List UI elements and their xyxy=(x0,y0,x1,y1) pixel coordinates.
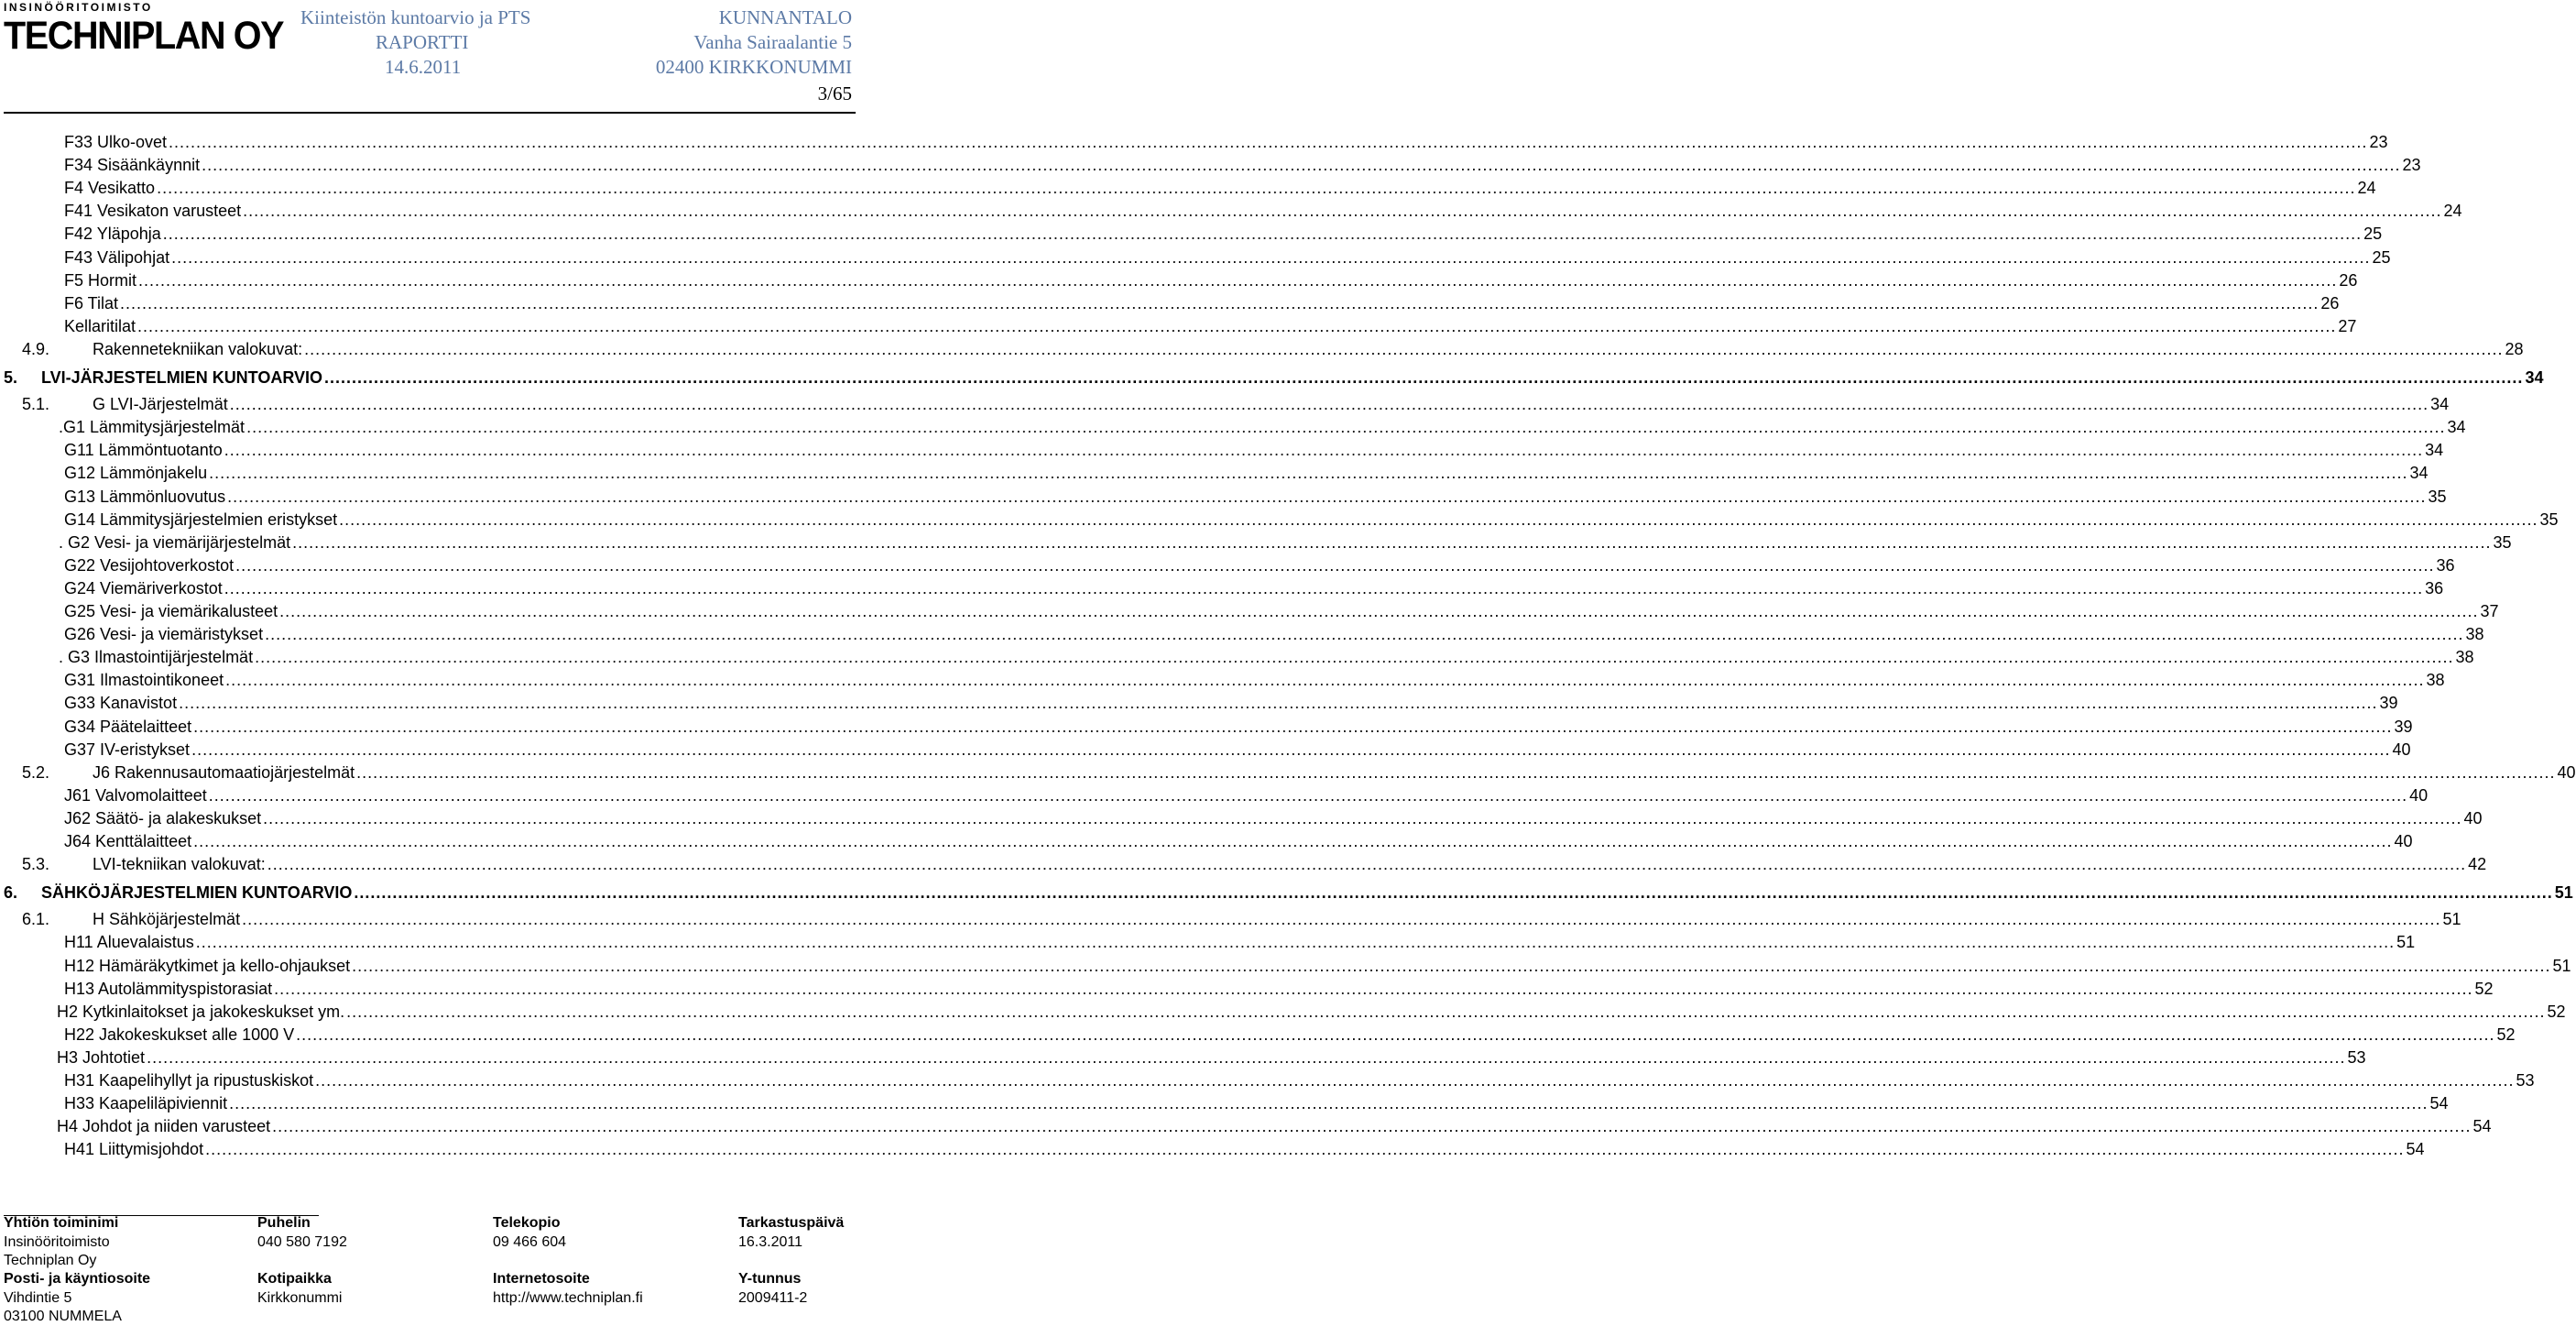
toc-leader-dots: ................................................................................................................................................................................................................................................................................................................................................................................................................ xyxy=(324,368,2524,387)
toc-entry[interactable] xyxy=(0,130,2388,154)
toc-entry[interactable] xyxy=(0,314,2357,338)
toc-leader-dots: ................................................................................................................................................................................................................................................................................................................................................................................................................ xyxy=(227,487,2427,506)
toc-leader-dots: ................................................................................................................................................................................................................................................................................................................................................................................................................ xyxy=(356,762,2556,782)
toc-entry-number: 4.9. xyxy=(22,339,50,358)
footer-home: Kirkkonummi xyxy=(257,1290,343,1306)
toc-leader-dots: ................................................................................................................................................................................................................................................................................................................................................................................................................ xyxy=(354,883,2553,903)
toc-entry[interactable] xyxy=(0,715,2413,739)
footer-company-heading: Yhtiön toiminimi xyxy=(4,1215,119,1231)
toc-leader-dots: ................................................................................................................................................................................................................................................................................................................................................................................................................ xyxy=(162,225,2363,244)
toc-leader-dots: ................................................................................................................................................................................................................................................................................................................................................................................................................ xyxy=(229,395,2429,414)
toc-entry-page: 25 xyxy=(2372,247,2391,267)
toc-leader-dots: ................................................................................................................................................................................................................................................................................................................................................................................................................ xyxy=(265,625,2464,644)
toc-entry-label: J6 Rakennusautomaatiojärjestelmät xyxy=(93,762,355,782)
toc-leader-dots: ................................................................................................................................................................................................................................................................................................................................................................................................................ xyxy=(352,956,2551,975)
doc-title: Kiinteistön kuntoarvio ja PTS xyxy=(300,6,531,28)
toc-entry[interactable] xyxy=(0,645,2474,669)
footer-phone: 040 580 7192 xyxy=(257,1234,347,1250)
toc-entry-label: G34 Päätelaitteet xyxy=(64,717,192,736)
toc-entry-page: 24 xyxy=(2443,202,2462,221)
toc-entry-page: 52 xyxy=(2547,1002,2566,1021)
toc-entry[interactable] xyxy=(0,761,2576,784)
toc-entry-label: LVI-JÄRJESTELMIEN KUNTOARVIO xyxy=(41,368,323,387)
toc-leader-dots: ................................................................................................................................................................................................................................................................................................................................................................................................................ xyxy=(243,202,2442,221)
company-logo xyxy=(4,1,284,60)
building-street: Vanha Sairaalantie 5 xyxy=(693,31,852,53)
toc-entry[interactable] xyxy=(0,576,2444,600)
toc-entry[interactable] xyxy=(0,1046,2366,1069)
toc-entry[interactable] xyxy=(0,415,2466,439)
toc-entry-page: 51 xyxy=(2552,956,2571,975)
footer-fax: 09 466 604 xyxy=(493,1234,567,1250)
toc-entry-label: . G2 Vesi- ja viemärijärjestelmät xyxy=(59,532,291,552)
toc-entry-label: H33 Kaapeliläpiviennit xyxy=(64,1094,228,1113)
toc-entry-label: H11 Aluevalaistus xyxy=(64,933,194,952)
toc-entry-label: G14 Lämmitysjärjestelmien eristykset xyxy=(64,510,338,529)
toc-leader-dots: ................................................................................................................................................................................................................................................................................................................................................................................................................ xyxy=(339,510,2538,529)
toc-entry-page: 38 xyxy=(2426,671,2445,690)
toc-entry[interactable] xyxy=(0,337,2524,361)
toc-entry-label: F42 Yläpohja xyxy=(64,225,161,244)
toc-entry[interactable] xyxy=(0,977,2494,1001)
toc-entry-page: 40 xyxy=(2394,832,2413,850)
toc-leader-dots: ................................................................................................................................................................................................................................................................................................................................................................................................................ xyxy=(193,717,2393,736)
toc-entry[interactable] xyxy=(0,1000,2566,1024)
toc-entry[interactable] xyxy=(0,1091,2449,1115)
toc-leader-dots: ................................................................................................................................................................................................................................................................................................................................................................................................................ xyxy=(296,1025,2495,1044)
toc-entry-page: 34 xyxy=(2409,464,2429,483)
footer-ytunnus-heading: Y-tunnus xyxy=(738,1271,802,1287)
toc-entry-page: 35 xyxy=(2493,532,2512,552)
toc-entry-label: Rakennetekniikan valokuvat: xyxy=(93,339,303,358)
toc-entry[interactable] xyxy=(0,461,2429,485)
toc-entry[interactable] xyxy=(0,622,2484,646)
toc-entry[interactable] xyxy=(0,291,2340,315)
toc-entry[interactable] xyxy=(0,852,2487,876)
toc-entry-page: 26 xyxy=(2339,270,2358,290)
toc-entry-page: 26 xyxy=(2320,293,2340,312)
toc-entry[interactable] xyxy=(0,485,2447,509)
toc-entry-page: 34 xyxy=(2447,418,2466,437)
toc-entry-label: J64 Kenttälaitteet xyxy=(64,832,192,850)
toc-leader-dots: ................................................................................................................................................................................................................................................................................................................................................................................................................ xyxy=(138,270,2338,290)
toc-entry-label: G24 Viemäriverkostot xyxy=(64,578,223,597)
toc-leader-dots: ................................................................................................................................................................................................................................................................................................................................................................................................................ xyxy=(179,694,2378,713)
toc-leader-dots: ................................................................................................................................................................................................................................................................................................................................................................................................................ xyxy=(171,247,2371,267)
footer-phone-heading: Puhelin xyxy=(257,1215,311,1231)
toc-leader-dots: ................................................................................................................................................................................................................................................................................................................................................................................................................ xyxy=(225,671,2425,690)
toc-entry-label: G22 Vesijohtoverkostot xyxy=(64,555,235,575)
building-name: KUNNANTALO xyxy=(718,6,852,28)
toc-entry-page: 53 xyxy=(2516,1071,2535,1090)
toc-entry-number: 5.2. xyxy=(22,762,50,782)
toc-entry-page: 34 xyxy=(2525,368,2544,387)
toc-entry-page: 34 xyxy=(2430,395,2450,414)
toc-entry-page: 27 xyxy=(2338,316,2357,335)
toc-entry-label: H12 Hämäräkytkimet ja kello-ohjaukset xyxy=(64,956,351,975)
toc-leader-dots: ................................................................................................................................................................................................................................................................................................................................................................................................................ xyxy=(157,179,2356,198)
toc-entry[interactable] xyxy=(0,508,2559,531)
toc-leader-dots: ................................................................................................................................................................................................................................................................................................................................................................................................................ xyxy=(246,418,2446,437)
toc-entry-page: 53 xyxy=(2347,1047,2366,1067)
toc-entry-page: 35 xyxy=(2428,487,2447,506)
toc-entry[interactable] xyxy=(0,176,2376,200)
toc-entry[interactable] xyxy=(0,199,2462,223)
toc-entry[interactable] xyxy=(0,553,2455,577)
doc-type: RAPORTTI xyxy=(376,31,469,53)
toc-entry-label: H3 Johtotiet xyxy=(57,1047,146,1067)
toc-entry-label: J62 Säätö- ja alakeskukset xyxy=(64,808,262,827)
footer-post-line1: Vihdintie 5 xyxy=(4,1290,72,1306)
toc-entry-page: 36 xyxy=(2436,555,2455,575)
toc-entry-page: 51 xyxy=(2396,933,2416,952)
toc-entry-label: H4 Johdot ja niiden varusteet xyxy=(57,1117,271,1136)
footer-company-line1: Insinööritoimisto xyxy=(4,1234,110,1250)
toc-entry-label: F43 Välipohjat xyxy=(64,247,170,267)
toc-entry-page: 42 xyxy=(2468,855,2487,874)
toc-entry[interactable] xyxy=(0,153,2421,177)
toc-leader-dots: ................................................................................................................................................................................................................................................................................................................................................................................................................ xyxy=(274,979,2473,998)
toc-entry-page: 39 xyxy=(2394,717,2413,736)
toc-entry-page: 25 xyxy=(2363,225,2383,244)
toc-leader-dots: ................................................................................................................................................................................................................................................................................................................................................................................................................ xyxy=(279,602,2479,620)
toc-entry-page: 52 xyxy=(2496,1025,2516,1044)
toc-leader-dots: ................................................................................................................................................................................................................................................................................................................................................................................................................ xyxy=(169,133,2368,151)
toc-entry[interactable] xyxy=(0,366,2544,389)
toc-entry-label: F33 Ulko-ovet xyxy=(64,133,168,151)
toc-entry-page: 37 xyxy=(2480,602,2499,620)
toc-entry-page: 35 xyxy=(2539,510,2559,529)
toc-entry[interactable] xyxy=(0,268,2358,292)
toc-entry-label: H22 Jakokeskukset alle 1000 V xyxy=(64,1025,295,1044)
toc-entry-label: G13 Lämmönluovutus xyxy=(64,487,226,506)
footer-post-heading: Posti- ja käyntiosoite xyxy=(4,1271,151,1287)
toc-leader-dots: ................................................................................................................................................................................................................................................................................................................................................................................................................ xyxy=(209,464,2408,483)
toc-leader-dots: ................................................................................................................................................................................................................................................................................................................................................................................................................ xyxy=(202,156,2401,175)
toc-entry-label: G33 Kanavistot xyxy=(64,694,178,713)
toc-entry-label: G12 Lämmönjakelu xyxy=(64,464,208,483)
footer-company-line2: Techniplan Oy xyxy=(4,1253,97,1268)
toc-entry[interactable] xyxy=(0,1023,2516,1047)
toc-entry[interactable] xyxy=(0,954,2571,978)
toc-leader-dots: ................................................................................................................................................................................................................................................................................................................................................................................................................ xyxy=(242,910,2441,929)
toc-entry[interactable] xyxy=(0,784,2429,807)
toc-leader-dots: ................................................................................................................................................................................................................................................................................................................................................................................................................ xyxy=(304,339,2504,358)
toc-entry-page: 40 xyxy=(2557,762,2576,782)
toc-entry[interactable] xyxy=(0,907,2461,931)
toc-leader-dots: ................................................................................................................................................................................................................................................................................................................................................................................................................ xyxy=(193,832,2393,850)
toc-entry-page: 39 xyxy=(2379,694,2398,713)
toc-entry-page: 38 xyxy=(2455,648,2474,667)
building-city: 02400 KIRKKONUMMI xyxy=(655,56,852,78)
toc-entry[interactable] xyxy=(0,246,2391,269)
toc-entry-page: 36 xyxy=(2425,578,2444,597)
toc-entry[interactable] xyxy=(0,392,2450,416)
toc-entry-page: 38 xyxy=(2465,625,2484,644)
toc-leader-dots: ................................................................................................................................................................................................................................................................................................................................................................................................................ xyxy=(195,933,2396,952)
toc-entry-label: G26 Vesi- ja viemäristykset xyxy=(64,625,264,644)
toc-entry-page: 51 xyxy=(2442,910,2461,929)
toc-entry-page: 54 xyxy=(2429,1094,2449,1113)
footer-check-heading: Tarkastuspäivä xyxy=(738,1215,845,1231)
toc-leader-dots: ................................................................................................................................................................................................................................................................................................................................................................................................................ xyxy=(224,441,2424,460)
toc-entry-label: F41 Vesikaton varusteet xyxy=(64,202,242,221)
toc-leader-dots: ................................................................................................................................................................................................................................................................................................................................................................................................................ xyxy=(229,1094,2429,1113)
toc-entry-label: F5 Hormit xyxy=(64,270,137,290)
footer-home-heading: Kotipaikka xyxy=(257,1271,332,1287)
toc-entry-page: 23 xyxy=(2369,133,2388,151)
toc-entry[interactable] xyxy=(0,668,2445,692)
toc-leader-dots: ................................................................................................................................................................................................................................................................................................................................................................................................................ xyxy=(224,578,2424,597)
toc-entry-label: G37 IV-eristykset xyxy=(64,740,191,759)
logo-wordmark: TECHNIPLAN OY xyxy=(4,14,284,58)
header-divider xyxy=(4,112,856,114)
toc-entry-label: . G3 Ilmastointijärjestelmät xyxy=(59,648,254,667)
toc-entry[interactable] xyxy=(0,599,2499,623)
toc-entry-page: 23 xyxy=(2402,156,2421,175)
toc-entry-label: F4 Vesikatto xyxy=(64,179,156,198)
footer-web-heading: Internetosoite xyxy=(493,1271,590,1287)
page-number: 3/65 xyxy=(817,82,852,104)
toc-leader-dots: ................................................................................................................................................................................................................................................................................................................................................................................................................ xyxy=(235,555,2435,575)
toc-entry-page: 54 xyxy=(2406,1140,2425,1159)
toc-entry-label: Kellaritilat xyxy=(64,316,136,335)
toc-entry-label: H41 Liittymisjohdot xyxy=(64,1140,204,1159)
toc-entry-number: 6.1. xyxy=(22,910,50,929)
toc-entry[interactable] xyxy=(0,691,2398,715)
toc-entry-page: 40 xyxy=(2392,740,2411,759)
toc-entry[interactable] xyxy=(0,806,2483,830)
toc-leader-dots: ................................................................................................................................................................................................................................................................................................................................................................................................................ xyxy=(205,1140,2405,1159)
toc-entry[interactable] xyxy=(0,1068,2535,1092)
footer-check-date: 16.3.2011 xyxy=(738,1234,802,1250)
toc-leader-dots: ................................................................................................................................................................................................................................................................................................................................................................................................................ xyxy=(191,740,2391,759)
toc-entry[interactable] xyxy=(0,930,2416,954)
toc-leader-dots: ................................................................................................................................................................................................................................................................................................................................................................................................................ xyxy=(292,532,2492,552)
toc-entry-label: G LVI-Järjestelmät xyxy=(93,395,228,414)
toc-entry[interactable] xyxy=(0,829,2413,853)
toc-leader-dots: ................................................................................................................................................................................................................................................................................................................................................................................................................ xyxy=(315,1071,2515,1090)
toc-entry-label: F34 Sisäänkäynnit xyxy=(64,156,201,175)
toc-entry-label: G11 Lämmöntuotanto xyxy=(64,441,223,460)
toc-entry-label: SÄHKÖJÄRJESTELMIEN KUNTOARVIO xyxy=(41,883,353,903)
doc-date: 14.6.2011 xyxy=(385,56,462,78)
toc-leader-dots: ................................................................................................................................................................................................................................................................................................................................................................................................................ xyxy=(120,293,2319,312)
toc-entry-number: 6. xyxy=(4,883,18,903)
toc-entry-label: H31 Kaapelihyllyt ja ripustuskiskot xyxy=(64,1071,314,1090)
toc-leader-dots: ................................................................................................................................................................................................................................................................................................................................................................................................................ xyxy=(267,855,2467,874)
toc-leader-dots: ................................................................................................................................................................................................................................................................................................................................................................................................................ xyxy=(272,1117,2472,1136)
toc-entry-label: F6 Tilat xyxy=(64,293,119,312)
footer-web-link[interactable]: http://www.techniplan.fi xyxy=(493,1290,643,1306)
toc-entry[interactable] xyxy=(0,1114,2492,1138)
toc-entry-number: 5.3. xyxy=(22,855,50,874)
toc-entry-label: H2 Kytkinlaitokset ja jakokeskukset ym. xyxy=(57,1002,345,1021)
toc-entry[interactable] xyxy=(0,222,2383,246)
toc-entry-label: G31 Ilmastointikoneet xyxy=(64,671,224,690)
toc-entry[interactable] xyxy=(0,881,2573,904)
toc-leader-dots: ................................................................................................................................................................................................................................................................................................................................................................................................................ xyxy=(346,1002,2546,1021)
toc-entry-label: J61 Valvomolaitteet xyxy=(64,785,207,805)
toc-entry-page: 28 xyxy=(2505,339,2524,358)
toc-entry[interactable] xyxy=(0,1137,2425,1161)
toc-entry-label: H13 Autolämmityspistorasiat xyxy=(64,979,273,998)
toc-entry-page: 24 xyxy=(2357,179,2376,198)
toc-entry-page: 34 xyxy=(2425,441,2444,460)
toc-leader-dots: ................................................................................................................................................................................................................................................................................................................................................................................................................ xyxy=(255,648,2454,667)
toc-entry-page: 40 xyxy=(2463,808,2483,827)
toc-entry-label: H Sähköjärjestelmät xyxy=(93,910,241,929)
logo-subtitle: INSINÖÖRITOIMISTO xyxy=(4,1,153,14)
toc-entry[interactable] xyxy=(0,531,2512,554)
footer-ytunnus: 2009411-2 xyxy=(738,1290,808,1306)
toc-entry[interactable] xyxy=(0,438,2444,462)
toc-entry-number: 5. xyxy=(4,368,18,387)
toc-leader-dots: ................................................................................................................................................................................................................................................................................................................................................................................................................ xyxy=(208,785,2408,805)
toc-entry-number: 5.1. xyxy=(22,395,50,414)
toc-entry-page: 40 xyxy=(2409,785,2429,805)
toc-entry-label: .G1 Lämmitysjärjestelmät xyxy=(59,418,246,437)
toc-entry[interactable] xyxy=(0,738,2411,762)
toc-entry-label: LVI-tekniikan valokuvat: xyxy=(93,855,266,874)
toc-leader-dots: ................................................................................................................................................................................................................................................................................................................................................................................................................ xyxy=(263,808,2462,827)
toc-entry-label: G25 Vesi- ja viemärikalusteet xyxy=(64,602,278,620)
toc-leader-dots: ................................................................................................................................................................................................................................................................................................................................................................................................................ xyxy=(137,316,2337,335)
toc-entry-page: 51 xyxy=(2554,883,2573,903)
toc-leader-dots: ................................................................................................................................................................................................................................................................................................................................................................................................................ xyxy=(147,1047,2346,1067)
footer-post-line2: 03100 NUMMELA xyxy=(4,1309,122,1324)
toc-entry-page: 54 xyxy=(2472,1117,2492,1136)
footer-fax-heading: Telekopio xyxy=(493,1215,561,1231)
toc-entry-page: 52 xyxy=(2474,979,2494,998)
